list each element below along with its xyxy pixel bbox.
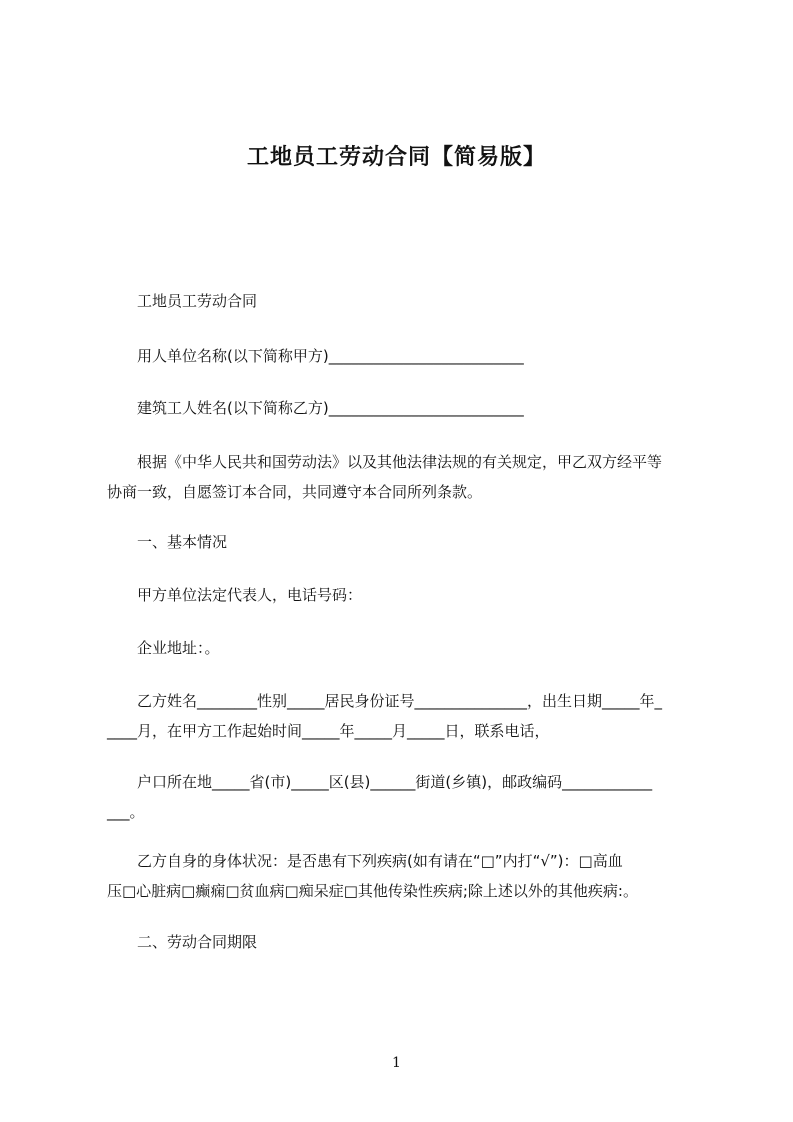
hukou-paragraph: 户口所在地_____省(市)_____区(县)______街道(乡镇)，邮政编码____________ ___。 xyxy=(107,773,653,821)
page-number: 1 xyxy=(392,1055,401,1071)
party-b-info-paragraph: 乙方姓名________性别_____居民身份证号_______________，出生日期_____年_ ____月，在甲方工作起始时间_____年_____月_____日，联系电话， xyxy=(107,692,663,740)
section-contract-term-heading: 二、劳动合同期限 xyxy=(137,933,258,951)
section-basic-info-heading: 一、基本情况 xyxy=(137,533,228,551)
company-address-line: 企业地址：。 xyxy=(137,639,220,657)
health-status-paragraph: 乙方自身的身体状况：是否患有下列疾病(如有请在“□”内打“√”)：□高血 压□心脏病□癫痫□贫血病□痴呆症□其他传染性疾病;除上述以外的其他疾病:。 xyxy=(107,852,638,900)
intro-paragraph: 根据《中华人民共和国劳动法》以及其他法律法规的有关规定，甲乙双方经平等 协商一致，自愿签订本合同，共同遵守本合同所列条款。 xyxy=(107,453,663,501)
worker-name-line: 建筑工人姓名(以下简称乙方)__________________________ xyxy=(137,399,524,417)
document-title: 工地员工劳动合同【简易版】 xyxy=(246,145,546,170)
party-a-representative-line: 甲方单位法定代表人，电话号码： xyxy=(137,586,363,604)
contract-heading: 工地员工劳动合同 xyxy=(137,292,258,310)
employer-name-line: 用人单位名称(以下简称甲方)__________________________ xyxy=(137,347,524,365)
